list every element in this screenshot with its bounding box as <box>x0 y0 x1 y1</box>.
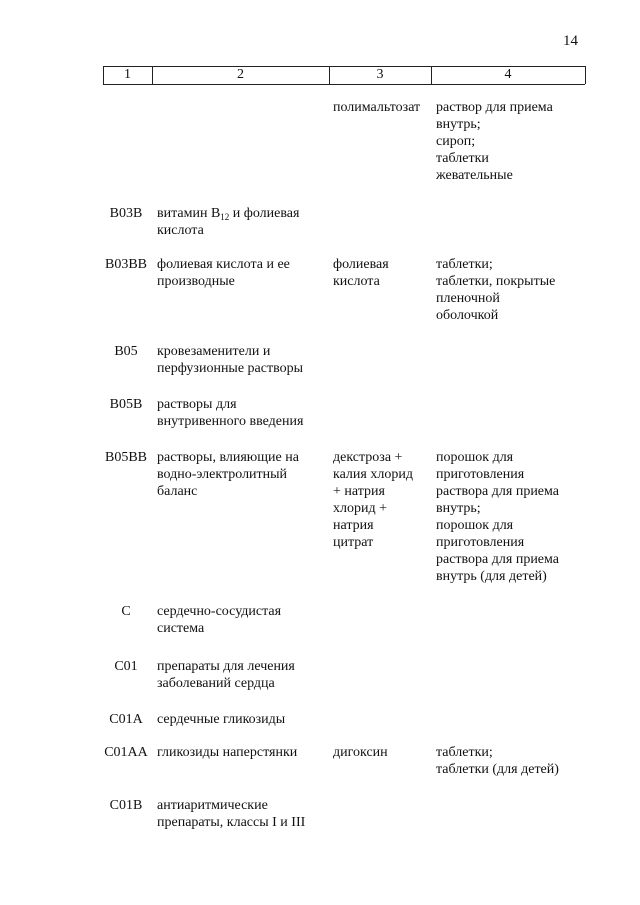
atc-code: C01A <box>109 712 143 727</box>
group-name: препараты для лечения заболеваний сердца <box>157 659 295 691</box>
substance-cell: фолиевая кислота <box>333 257 389 289</box>
header-col-1: 1 <box>124 67 131 82</box>
header-col-2: 2 <box>237 67 244 82</box>
atc-code: C01AA <box>104 745 148 760</box>
substance-cell: декстроза + калия хлорид + натрия хлорид + натрия цитрат <box>333 450 413 550</box>
header-bottom-rule <box>103 84 585 85</box>
substance-cell: полимальтозат <box>333 100 421 115</box>
atc-code: C01 <box>114 659 138 674</box>
group-name: сердечные гликозиды <box>157 712 286 727</box>
group-name: фолиевая кислота и ее производные <box>157 257 290 289</box>
header-col-4: 4 <box>504 67 512 82</box>
atc-code: C <box>121 604 131 619</box>
group-name: гликозиды наперстянки <box>157 745 298 760</box>
group-name: кровезаменители и перфузионные растворы <box>157 344 304 376</box>
group-name: растворы, влияющие на водно-электролитный баланс <box>157 450 299 499</box>
header-divider <box>585 66 586 84</box>
atc-code: B05 <box>114 344 138 359</box>
group-name: сердечно-сосудистая система <box>157 604 282 636</box>
dosage-form-cell: порошок для приготовления раствора для приема внутрь; порошок для приготовления раствора для приема внутрь (для детей) <box>436 450 559 584</box>
dosage-form-cell: таблетки; таблетки (для детей) <box>436 745 559 777</box>
group-name: витамин $B_{12}$ и фолиевая кислота <box>157 206 300 238</box>
dosage-form-line: раствор для приема <box>436 100 553 115</box>
dosage-form-cell: раствор для приема внутрь; сироп; таблетки жевательные <box>436 99 579 184</box>
dosage-form-cell: таблетки; таблетки, покрытые пленочной оболочкой <box>436 257 556 323</box>
atc-code: C01B <box>109 798 143 813</box>
group-name: растворы для внутривенного введения <box>157 397 304 429</box>
atc-code: B03BB <box>104 257 147 272</box>
substance-cell: дигоксин <box>333 745 388 760</box>
atc-code: B03B <box>109 206 143 221</box>
page-number: 14 <box>563 33 578 49</box>
group-name: антиаритмические препараты, классы I и III <box>157 798 306 830</box>
atc-code: B05B <box>109 397 143 412</box>
header-col-3: 3 <box>376 67 384 82</box>
atc-code: B05BB <box>104 450 147 465</box>
